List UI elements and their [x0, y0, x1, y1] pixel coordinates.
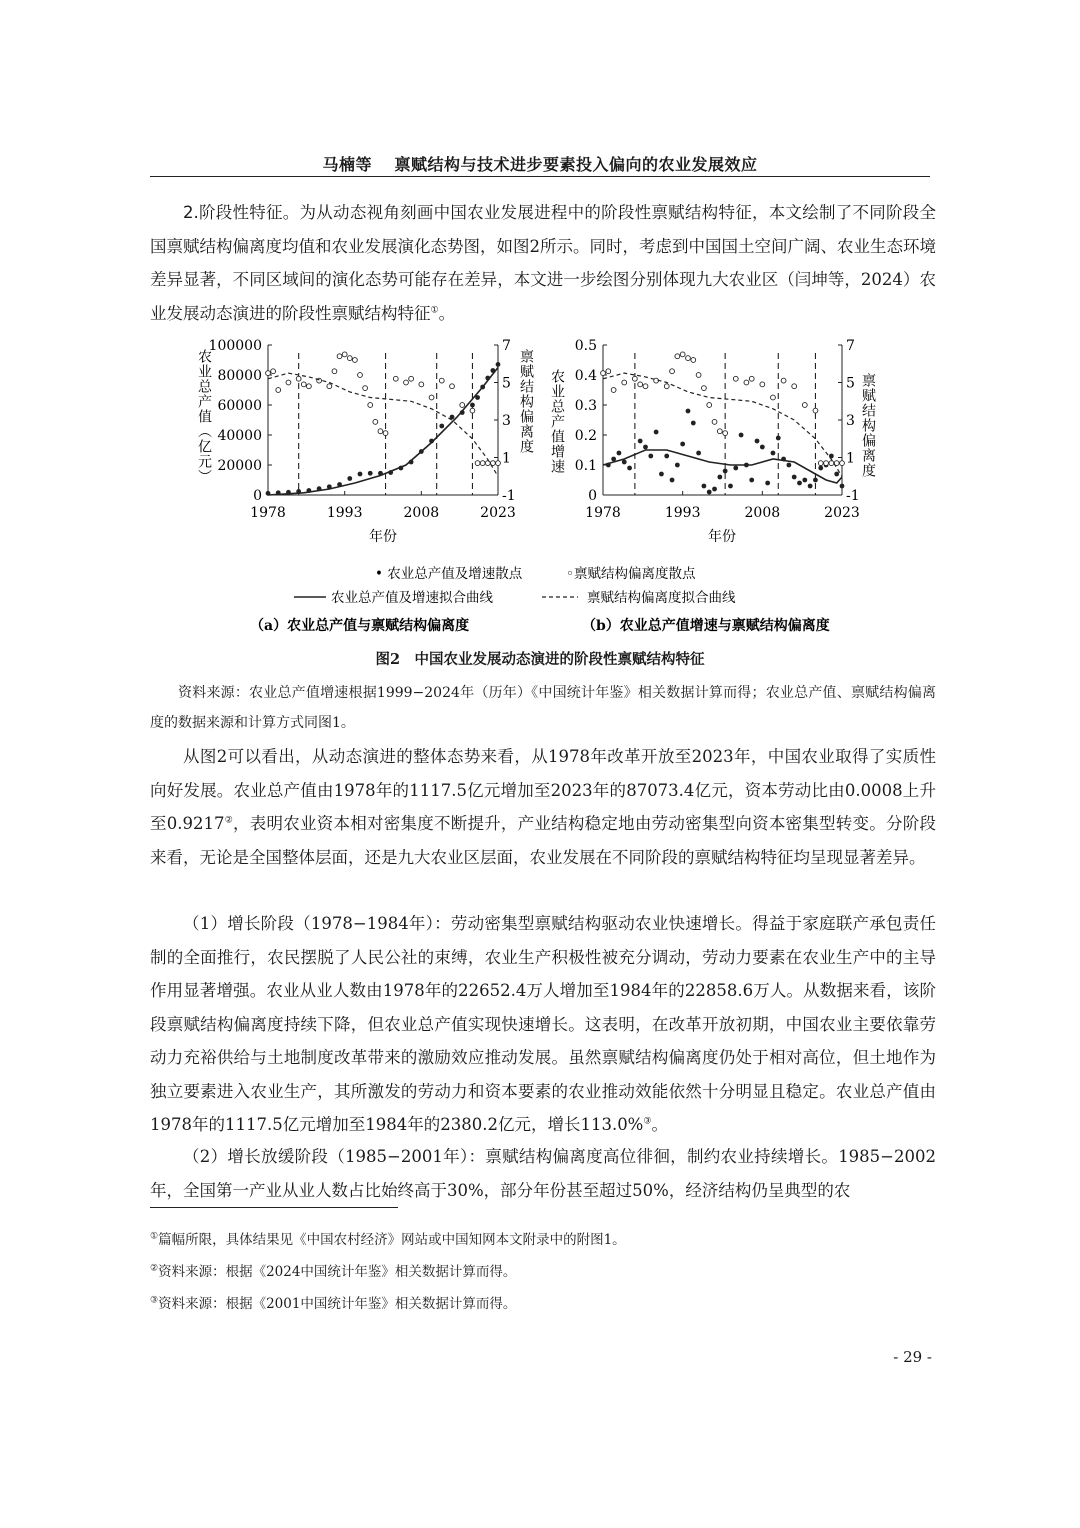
b-point-filled	[696, 451, 701, 456]
a-point-open	[342, 352, 347, 357]
b-ytick-left-label: 0	[588, 488, 597, 504]
legend-dot-open: ◦禀赋结构偏离度散点	[566, 566, 696, 582]
b-point-filled	[792, 475, 797, 480]
a-ytick-right-label: -1	[502, 488, 516, 504]
a-point-open	[485, 461, 490, 466]
b-point-open	[680, 352, 685, 357]
a-point-open	[470, 408, 475, 413]
b-point-open	[829, 461, 834, 466]
b-point-filled	[670, 478, 675, 483]
a-point-filled	[439, 424, 444, 429]
b-point-filled	[797, 481, 802, 486]
b-point-open	[638, 382, 643, 387]
b-point-open	[606, 369, 611, 374]
b-ytick-right-label: 7	[846, 338, 855, 354]
b-point-open	[792, 384, 797, 389]
source-note: 资料来源：农业总产值增速根据1999−2024年（历年）《中国统计年鉴》相关数据计算而得；农业总产值、禀赋结构偏离度的数据来源和计算方式同图1。	[150, 685, 936, 731]
b-ytick-left-label: 0.2	[574, 428, 597, 444]
a-point-open	[439, 378, 444, 383]
panel-a-xlabel: 年份	[369, 529, 397, 545]
intro-paragraph	[150, 196, 936, 330]
legend-line-dashed: 禀赋结构偏离度拟合曲线	[587, 590, 736, 606]
intro-text: 为从动态视角刻画中国农业发展进程中的阶段性禀赋结构特征，本文绘制了不同阶段全国禀赋结构偏离度均值和农业发展演化态势图，如图2所示。同时，考虑到中国国土空间广阔、农业生态环境差异显著，不同区域间的演化态势可能存在差异，本文进一步绘图分别体现九大农业区（闫坤等，2024）农业发展动态演进的阶段性禀赋结构特征	[150, 203, 937, 323]
legend-line-solid: 农业总产值及增速拟合曲线	[331, 590, 493, 606]
a-point-open	[419, 382, 424, 387]
body-paragraph-1: 从图2可以看出，从动态演进的整体态势来看，从1978年改革开放至2023年，中国农业取得了实质性向好发展。农业总产值由1978年的1117.5亿元增加至2023年的87073.4亿元，资本劳动比由0.0008上升至0.9217②，表明农业资本相对密集度不断提升，产业结构稳定地由劳动密集型向资本密集型转变。分阶段来看，无论是全国整体层面，还是九大农业区层面，农业发展在不同阶段的禀赋结构特征均呈现显著差异。	[150, 747, 937, 867]
b-point-filled	[834, 472, 839, 477]
panel-a-ylabel-right: 禀赋结构偏离度	[518, 349, 534, 454]
body-paragraph-2: （1）增长阶段（1978−1984年）：劳动密集型禀赋结构驱动农业快速增长。得益于家庭联产承包责任制的全面推行，农民摆脱了人民公社的束缚，农业生产积极性被充分调动，劳动力要素在农业生产中的主导作用显著增强。农业从业人数由1978年的22652.4万人增加至1984年的22858.6万人。从数据来看，该阶段禀赋结构偏离度持续下降，但农业总产值实现快速增长。这表明，在改革开放初期，中国农业主要依靠劳动力充裕供给与土地制度改革带来的激励效应推动发展。虽然禀赋结构偏离度仍处于相对高位，但土地作为独立要素进入农业生产，其所激发的劳动力和资本要素的农业推动效能依然十分明显且稳定。农业总产值由1978年的1117.5亿元增加至1984年的2380.2亿元，增长113.0%③。	[150, 914, 937, 1134]
a-point-open	[450, 384, 455, 389]
a-point-open	[347, 356, 352, 361]
b-point-filled	[755, 439, 760, 444]
panel-a-ylabel-left: 农业总产值（亿元）	[196, 349, 212, 484]
b-point-open	[744, 380, 749, 385]
body-paragraph-3: （2）增长放缓阶段（1985−2001年）：禀赋结构偏离度高位徘徊，制约农业持续增长。1985−2002年，全国第一产业从业人数占比始终高于30%，部分年份甚至超过50%，经济结构仍呈典型的农	[150, 1147, 936, 1200]
a-point-open	[393, 376, 398, 381]
a-point-open	[383, 431, 388, 436]
b-ytick-left-label: 0.3	[574, 398, 597, 414]
b-point-filled	[829, 454, 834, 459]
a-point-open	[404, 380, 409, 385]
b-point-filled	[643, 445, 648, 450]
b-point-filled	[707, 490, 712, 495]
a-ytick-left-label: 0	[253, 488, 262, 504]
b-point-filled	[712, 487, 717, 492]
b-point-open	[675, 354, 680, 359]
intro-lead: 2.阶段性特征。	[183, 203, 300, 222]
panel-a-caption: （a）农业总产值与禀赋结构偏离度	[250, 618, 470, 634]
a-ytick-right-label: 7	[502, 338, 511, 354]
b-xtick-label: 2023	[824, 505, 860, 521]
a-point-open	[368, 403, 373, 408]
b-point-filled	[686, 409, 691, 414]
b-ytick-left-label: 0.5	[574, 338, 597, 354]
footnote-rule	[150, 1207, 398, 1208]
b-point-open	[771, 395, 776, 400]
a-point-open	[352, 358, 357, 363]
a-point-open	[409, 376, 414, 381]
a-point-filled	[368, 471, 373, 476]
b-point-filled	[627, 466, 632, 471]
b-point-open	[664, 384, 669, 389]
b-point-filled	[648, 454, 653, 459]
a-ytick-right-label: 3	[502, 413, 511, 429]
a-point-filled	[358, 472, 363, 477]
b-point-filled	[654, 430, 659, 435]
b-fit-curve-dashed	[603, 373, 842, 476]
a-point-open	[363, 386, 368, 391]
b-point-filled	[840, 484, 845, 489]
a-ytick-left-label: 40000	[217, 428, 262, 444]
a-ytick-left-label: 100000	[208, 338, 262, 354]
b-point-filled	[771, 451, 776, 456]
b-point-filled	[776, 436, 781, 441]
b-point-filled	[786, 463, 791, 468]
a-point-open	[271, 369, 276, 374]
b-point-filled	[617, 451, 622, 456]
header-rule	[150, 176, 930, 177]
b-point-filled	[638, 439, 643, 444]
b-point-filled	[659, 472, 664, 477]
footnote-ref-1[interactable]: ①	[430, 305, 439, 315]
a-point-open	[266, 371, 271, 376]
footnote-2: ②资料来源：根据《2024中国统计年鉴》相关数据计算而得。	[150, 1263, 517, 1280]
b-ytick-right-label: 5	[846, 375, 855, 392]
footnote-3: ③资料来源：根据《2001中国统计年鉴》相关数据计算而得。	[150, 1295, 517, 1312]
figure-title: 图2 中国农业发展动态演进的阶段性禀赋结构特征	[375, 651, 705, 668]
b-ytick-right-label: 3	[846, 413, 855, 429]
a-point-open	[327, 384, 332, 389]
b-point-filled	[802, 478, 807, 483]
b-point-filled	[760, 445, 765, 450]
a-point-open	[337, 354, 342, 359]
b-xtick-label: 2008	[744, 505, 781, 521]
b-point-filled	[675, 463, 680, 468]
b-point-open	[712, 419, 717, 424]
b-ytick-right-label: 1	[846, 450, 855, 467]
b-point-open	[702, 386, 707, 391]
b-point-filled	[733, 466, 738, 471]
b-point-open	[802, 403, 807, 408]
b-point-open	[691, 358, 696, 363]
b-point-open	[818, 461, 823, 466]
b-point-filled	[680, 442, 685, 447]
b-point-open	[840, 461, 845, 466]
b-point-open	[696, 373, 701, 378]
a-fit-curve-dashed	[268, 373, 498, 476]
panel-b-xlabel: 年份	[708, 529, 736, 545]
b-point-open	[760, 382, 765, 387]
a-point-open	[276, 388, 281, 393]
b-point-filled	[818, 466, 823, 471]
b-ytick-left-label: 0.1	[574, 458, 597, 474]
b-point-open	[686, 356, 691, 361]
b-point-open	[717, 429, 722, 434]
a-point-open	[286, 380, 291, 385]
b-point-open	[723, 431, 728, 436]
a-point-filled	[347, 476, 352, 481]
a-xtick-label: 2008	[403, 505, 440, 521]
b-ytick-right-label: -1	[846, 488, 860, 504]
b-point-open	[813, 408, 818, 413]
b-point-open	[643, 384, 648, 389]
b-point-open	[707, 403, 712, 408]
b-point-open	[749, 376, 754, 381]
b-point-open	[622, 380, 627, 385]
b-point-filled	[691, 421, 696, 426]
footnote-ref-3[interactable]: ③	[643, 1116, 652, 1127]
panel-b	[549, 338, 876, 545]
a-point-open	[306, 384, 311, 389]
a-point-open	[480, 461, 485, 466]
b-point-filled	[813, 478, 818, 483]
b-point-open	[670, 369, 675, 374]
footnote-1: ①篇幅所限，具体结果见《中国农村经济》网站或中国知网本文附录中的附图1。	[150, 1231, 626, 1248]
b-point-filled	[808, 484, 813, 489]
b-point-open	[611, 388, 616, 393]
b-xtick-label: 1993	[664, 505, 701, 521]
b-point-filled	[622, 460, 627, 465]
b-point-filled	[765, 481, 770, 486]
a-point-filled	[496, 362, 501, 367]
a-point-open	[496, 461, 501, 466]
a-point-open	[358, 373, 363, 378]
intro-end: 。	[438, 303, 456, 323]
figure-2	[190, 335, 890, 647]
panel-b-ylabel-right: 禀赋结构偏离度	[860, 373, 876, 478]
stage-2-heading: （2）增长放缓阶段（1985−2001年）：禀赋结构偏离度高位徘徊，制约农业持续增长。	[183, 1147, 839, 1166]
a-point-open	[429, 395, 434, 400]
b-point-filled	[664, 454, 669, 459]
a-point-open	[301, 382, 306, 387]
a-point-open	[460, 403, 465, 408]
a-ytick-left-label: 80000	[217, 368, 262, 384]
panel-a	[196, 338, 534, 545]
a-ytick-left-label: 60000	[217, 398, 262, 414]
b-point-filled	[702, 484, 707, 489]
b-point-filled	[717, 475, 722, 480]
b-point-open	[824, 461, 829, 466]
footnotes	[150, 1225, 930, 1321]
b-point-open	[632, 376, 637, 381]
a-point-open	[475, 461, 480, 466]
b-xtick-label: 1978	[585, 505, 621, 521]
a-ytick-right-label: 5	[502, 375, 511, 392]
b-point-filled	[739, 433, 744, 438]
a-xtick-label: 2023	[480, 505, 516, 521]
a-ytick-right-label: 1	[502, 450, 511, 467]
a-point-open	[378, 429, 383, 434]
b-point-open	[601, 371, 606, 376]
a-point-filled	[470, 403, 475, 408]
a-xtick-label: 1993	[326, 505, 363, 521]
panel-b-ylabel-left: 农业总产值增速	[549, 369, 565, 474]
legend	[250, 565, 830, 634]
b-point-filled	[728, 484, 733, 489]
a-point-open	[332, 369, 337, 374]
b-point-open	[781, 378, 786, 383]
panel-b-caption: （b）农业总产值增速与禀赋结构偏离度	[582, 618, 830, 634]
b-point-filled	[723, 469, 728, 474]
stage-1-heading: （1）增长阶段（1978−1984年）：劳动密集型禀赋结构驱动农业快速增长。	[183, 914, 753, 933]
a-xtick-label: 1978	[250, 505, 286, 521]
b-point-filled	[611, 457, 616, 462]
header-title: 禀赋结构与技术进步要素投入偏向的农业发展效应	[394, 155, 758, 174]
page-number: - 29 -	[893, 1348, 932, 1366]
header-authors: 马楠等	[322, 155, 372, 174]
a-point-open	[373, 419, 378, 424]
b-point-filled	[749, 478, 754, 483]
legend-dot-filled: • 农业总产值及增速散点	[375, 566, 523, 582]
b-ytick-left-label: 0.4	[574, 368, 597, 384]
a-point-open	[296, 376, 301, 381]
running-header	[150, 152, 930, 175]
a-ytick-left-label: 20000	[217, 458, 262, 474]
footnote-ref-2[interactable]: ②	[224, 815, 234, 826]
b-point-open	[733, 376, 738, 381]
